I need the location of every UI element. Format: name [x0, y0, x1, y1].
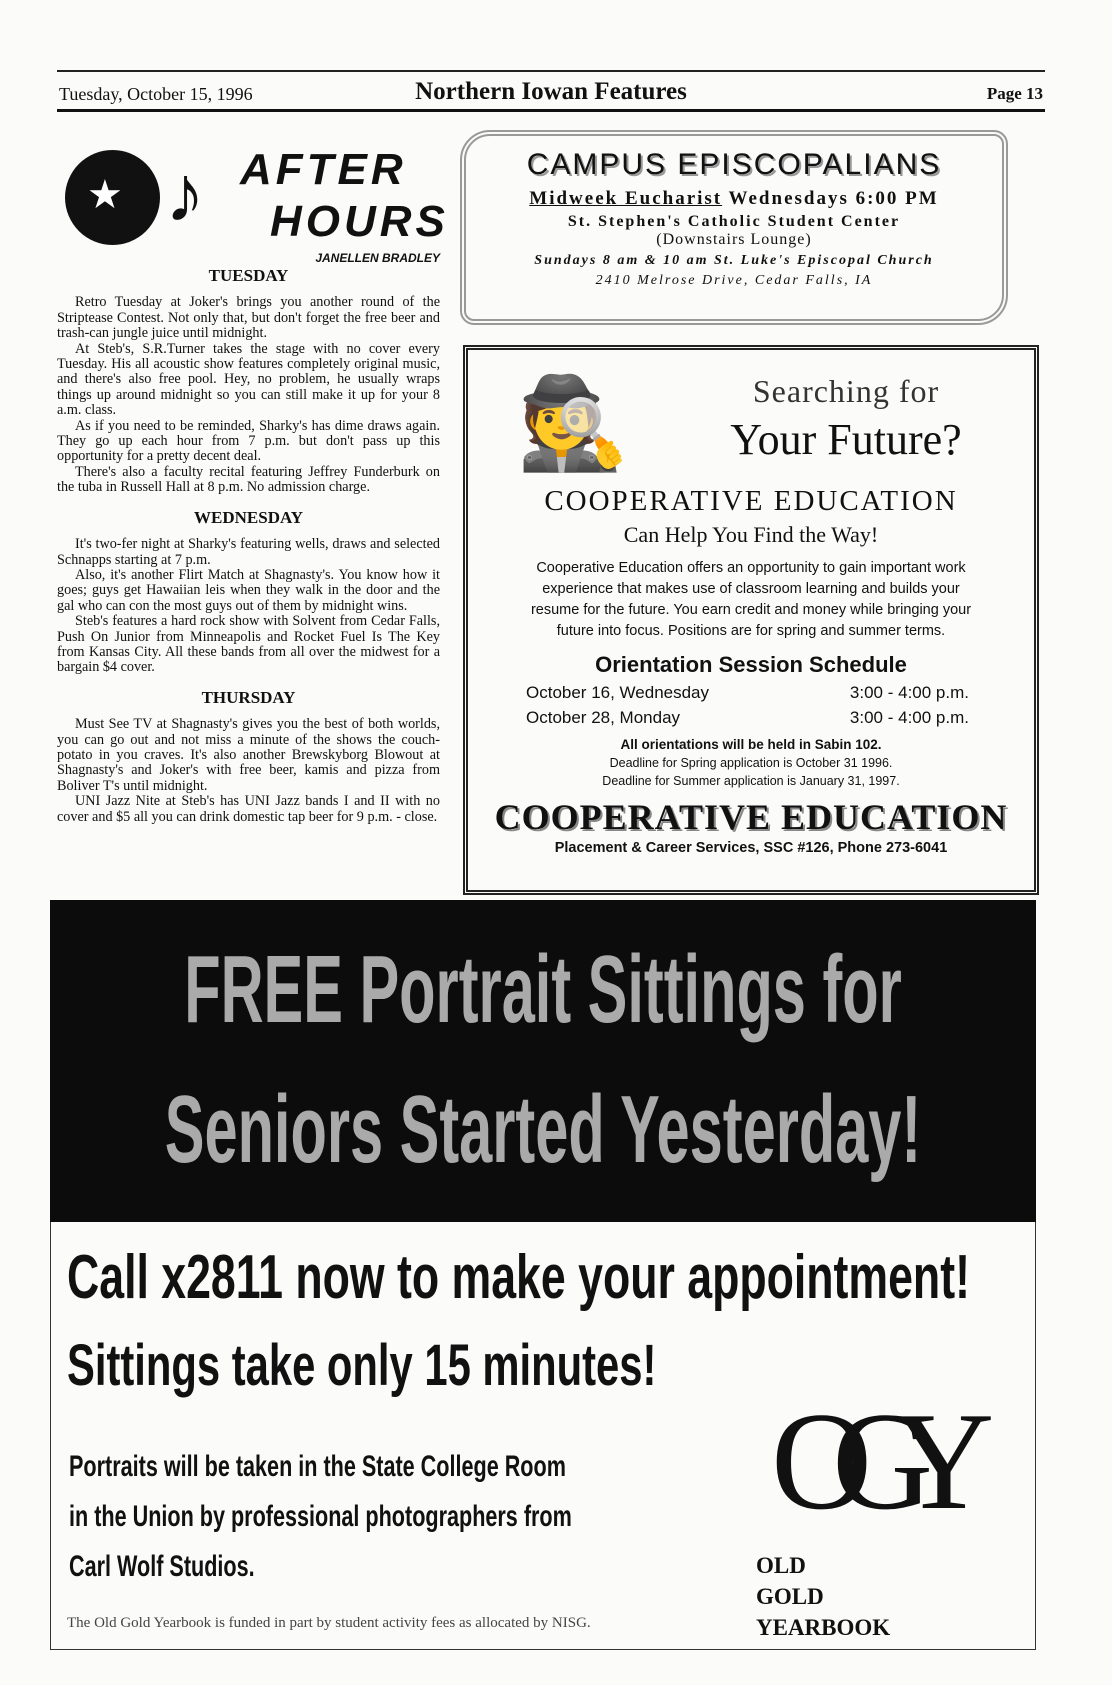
session-time: 3:00 - 4:00 p.m. [849, 708, 969, 727]
star-icon: ★ [87, 172, 123, 217]
day-section [57, 507, 440, 676]
paragraph: It's two-fer night at Sharky's featuring wells, draws and selected Schnapps starting at 7 p.m. [57, 536, 440, 568]
old-gold-yearbook-logo: OGY OLD GOLD YEARBOOK [751, 1400, 1011, 1645]
summer-deadline: Deadline for Summer application is January 31, 1997. [602, 774, 900, 788]
duration-line: Sittings take only 15 minutes! [67, 1333, 657, 1398]
event-room: (Downstairs Lounge) [656, 231, 812, 248]
schedule-title: Orientation Session Schedule [595, 652, 907, 677]
banner-line-2: Seniors Started Yesterday! [164, 1076, 922, 1183]
event-name: Midweek Eucharist [529, 188, 723, 209]
search-headline-2: Your Future? [730, 415, 962, 464]
column-title-1: AFTER [240, 145, 407, 194]
session-row [468, 707, 1034, 728]
session-row [468, 682, 1034, 703]
logo-word: OLD [756, 1553, 806, 1578]
paragraph: At Steb's, S.R.Turner takes the stage with no cover every Tuesday. His all acoustic show features completely original music, and there's also free pool. Hey, no problem, he usually wraps things up around midnight so you can still make it up for your 8 a.m. class. [57, 340, 440, 419]
section-title: Northern Iowan Features [415, 78, 687, 105]
day-heading: THURSDAY [201, 687, 296, 707]
logo-word: GOLD [756, 1584, 824, 1609]
search-headline-1: Searching for [752, 373, 940, 409]
session-date: October 16, Wednesday [526, 683, 710, 702]
location-note: All orientations will be held in Sabin 102. [620, 737, 882, 752]
episcopalian-ad [460, 130, 1008, 325]
byline: JANELLEN BRADLEY [315, 251, 440, 265]
banner-line-1: FREE Portrait Sittings for [184, 936, 902, 1043]
info-line: Portraits will be taken in the State College Room [69, 1450, 566, 1483]
church-address: 2410 Melrose Drive, Cedar Falls, IA [595, 273, 873, 288]
info-line: in the Union by professional photographers from [69, 1500, 572, 1533]
record-icon [65, 150, 160, 245]
coop-logo: COOPERATIVE EDUCATION [494, 797, 1008, 837]
event-time: Wednesdays 6:00 PM [728, 188, 939, 209]
spring-deadline: Deadline for Spring application is October 31 1996. [609, 756, 893, 770]
issue-date: Tuesday, October 15, 1996 [59, 84, 253, 104]
detective-icon: 🕵 [516, 375, 630, 474]
paragraph: Must See TV at Shagnasty's gives you the best of both worlds, you can go out and not miss a minute of the shows the couch-potato in you craves. It's also another Brewskyborg Blowout at Shagnasty's and Joker's with free beer, kamis and pizza from Boliver T's until midnight. [57, 716, 440, 794]
paragraph: There's also a faculty recital featuring Jeffrey Funderburk on the tuba in Russell Hall at 8 p.m. No admission charge. [57, 463, 440, 496]
paragraph: Also, it's another Flirt Match at Shagnasty's. You know how it goes; guys get Hawaiian leis when they walk in the door and the gal who can con the most guys out of them by midnight wins. [57, 566, 440, 614]
page-header [57, 70, 1045, 112]
funding-note: The Old Gold Yearbook is funded in part by student activity fees as allocated by NISG. [67, 1615, 591, 1631]
portrait-banner [50, 900, 1036, 1222]
logo-word: YEARBOOK [756, 1615, 891, 1640]
coop-contact: Placement & Career Services, SSC #126, Phone 273-6041 [554, 840, 948, 856]
day-heading: TUESDAY [208, 266, 289, 285]
paragraph: As if you need to be reminded, Sharky's has dime draws again. They go up each hour from 7 p.m. but don't pass up this opportunity for a pretty decent deal. [57, 417, 440, 465]
music-note-icon: ♪ [165, 151, 205, 239]
paragraph: UNI Jazz Nite at Steb's has UNI Jazz bands I and II with no cover and $5 all you can drink domestic tap beer for 9 p.m. - close. [57, 793, 440, 825]
ad-title: CAMPUS EPISCOPALIANS [526, 148, 942, 181]
after-hours-logo [65, 145, 449, 265]
after-hours-column [57, 268, 440, 825]
paragraph: Steb's features a hard rock show with Solvent from Cedar Falls, Push On Junior from Minneapolis and Rocket Fuel Is The Key from Kansas City. All these bands from all over the midwest for a bargain $4 cover. [57, 613, 440, 676]
info-line: Carl Wolf Studios. [69, 1550, 255, 1583]
day-section [57, 268, 440, 496]
day-section [57, 687, 440, 825]
event-place: St. Stephen's Catholic Student Center [567, 213, 901, 230]
sunday-services: Sundays 8 am & 10 am St. Luke's Episcopal Church [534, 253, 934, 268]
call-line: Call x2811 now to make your appointment! [67, 1243, 970, 1312]
session-date: October 28, Monday [526, 708, 681, 727]
page-number: Page 13 [986, 84, 1043, 103]
cooperative-education-ad [463, 345, 1039, 895]
coop-body: Cooperative Education offers an opportunity to gain important work experience that makes use of classroom learning and builds your resume for the future. You earn credit and money while bringing your future into focus. Positions are for spring and summer terms. [530, 560, 972, 639]
yearbook-ad [50, 1222, 1036, 1650]
day-heading: WEDNESDAY [194, 507, 303, 527]
column-title-2: HOURS [270, 197, 449, 246]
coop-heading: COOPERATIVE EDUCATION [544, 485, 958, 517]
paragraph: Retro Tuesday at Joker's brings you another round of the Striptease Contest. Not only that, but don't forget the free beer and trash-can jungle juice until midnight. [57, 294, 440, 342]
session-time: 3:00 - 4:00 p.m. [849, 683, 969, 702]
coop-tagline: Can Help You Find the Way! [623, 522, 879, 547]
